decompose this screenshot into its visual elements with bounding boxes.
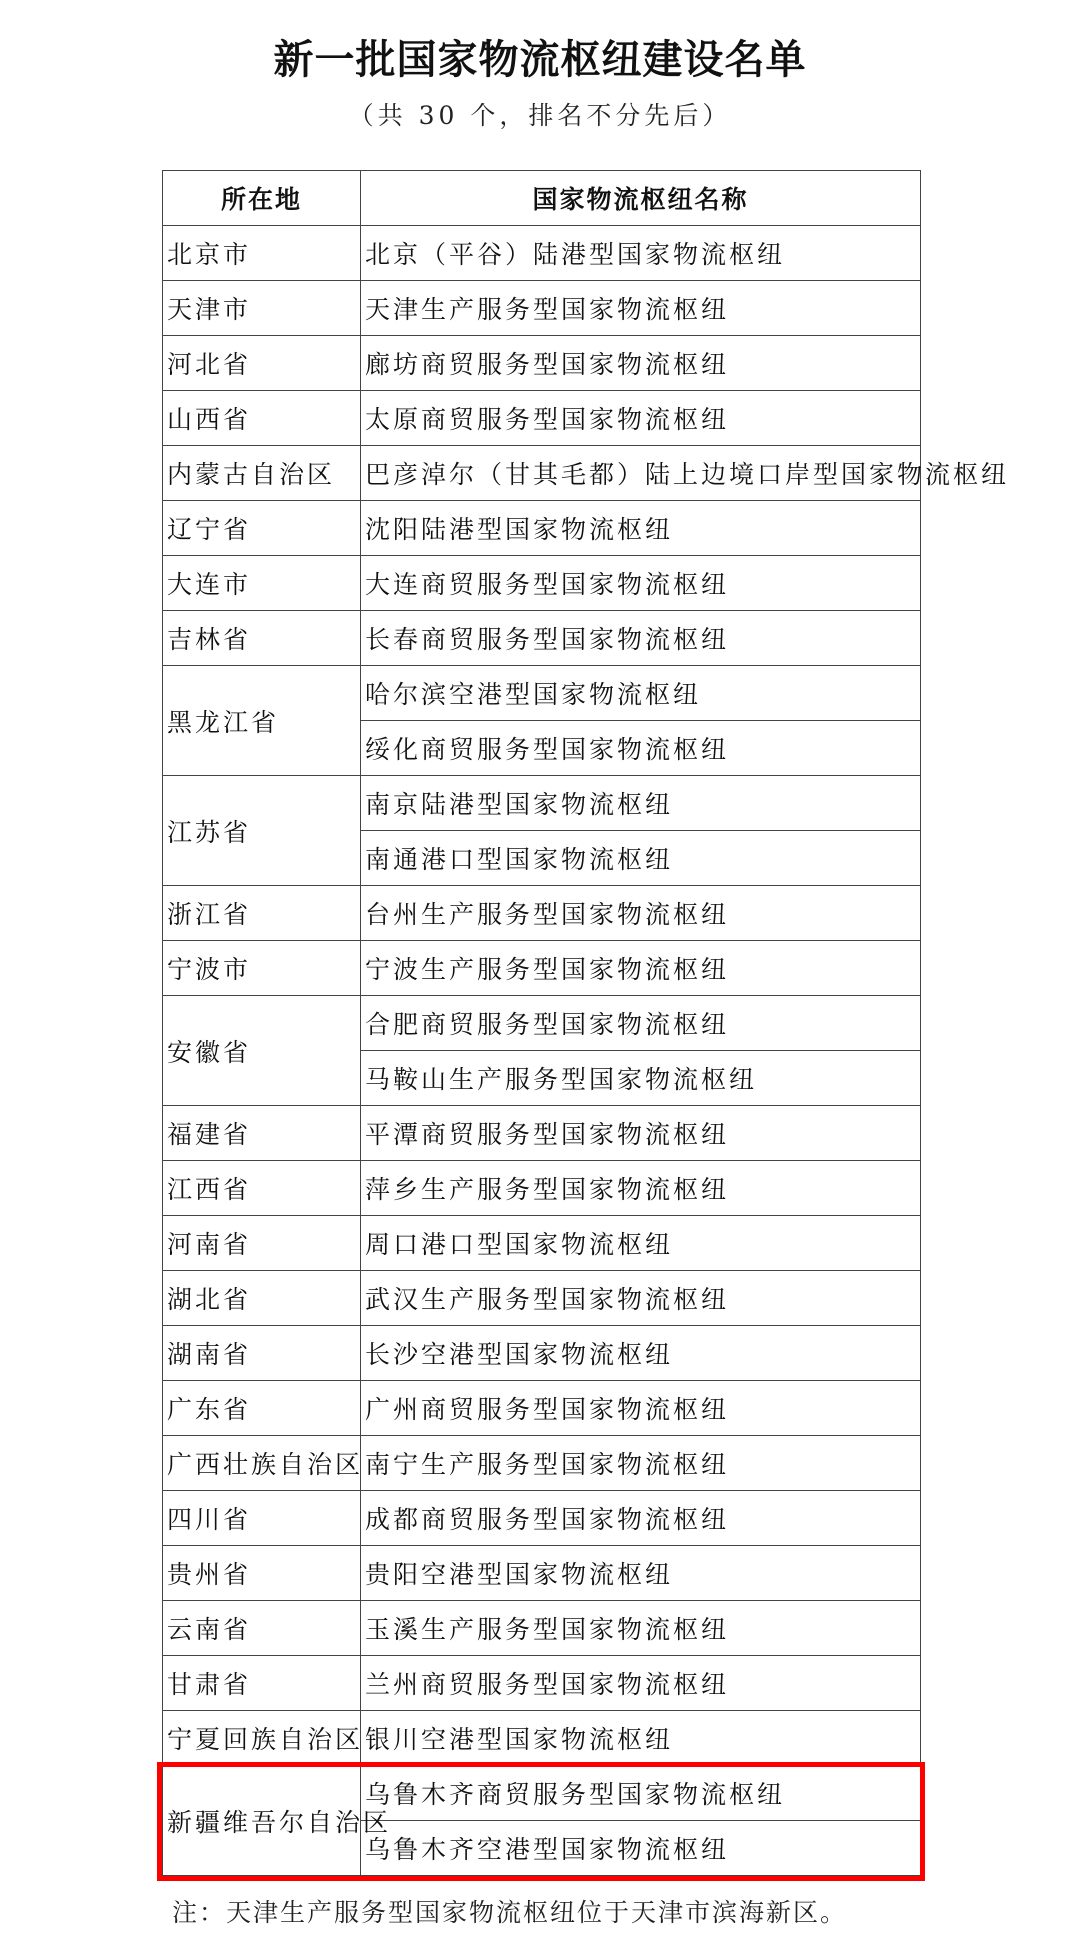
location-cell: 浙江省	[163, 886, 361, 941]
location-cell: 福建省	[163, 1106, 361, 1161]
hub-name-cell: 合肥商贸服务型国家物流枢纽	[361, 996, 921, 1051]
table-row	[163, 1381, 921, 1436]
table-row	[163, 1106, 921, 1161]
hub-name-cell: 兰州商贸服务型国家物流枢纽	[361, 1656, 921, 1711]
hub-name-cell: 成都商贸服务型国家物流枢纽	[361, 1491, 921, 1546]
hub-name-cell: 贵阳空港型国家物流枢纽	[361, 1546, 921, 1601]
hub-name-cell: 大连商贸服务型国家物流枢纽	[361, 556, 921, 611]
hub-list-table	[162, 170, 1010, 1876]
hub-name-cell: 平潭商贸服务型国家物流枢纽	[361, 1106, 921, 1161]
location-cell: 甘肃省	[163, 1656, 361, 1711]
location-cell: 安徽省	[163, 996, 361, 1106]
table-row	[163, 336, 921, 391]
hub-name-cell: 廊坊商贸服务型国家物流枢纽	[361, 336, 921, 391]
hub-name-cell: 南京陆港型国家物流枢纽	[361, 776, 921, 831]
location-cell: 贵州省	[163, 1546, 361, 1601]
table-row	[163, 776, 921, 831]
table-body	[163, 226, 1010, 1876]
location-cell: 天津市	[163, 281, 361, 336]
location-cell: 内蒙古自治区	[163, 446, 361, 501]
header-location: 所在地	[163, 171, 361, 226]
location-cell: 吉林省	[163, 611, 361, 666]
hub-name-cell: 长沙空港型国家物流枢纽	[361, 1326, 921, 1381]
hub-name-cell: 南通港口型国家物流枢纽	[361, 831, 921, 886]
hub-name-cell: 哈尔滨空港型国家物流枢纽	[361, 666, 921, 721]
table-row	[163, 556, 921, 611]
location-cell: 黑龙江省	[163, 666, 361, 776]
hub-name-cell: 玉溪生产服务型国家物流枢纽	[361, 1601, 921, 1656]
hub-name-cell: 周口港口型国家物流枢纽	[361, 1216, 921, 1271]
hub-name-cell: 银川空港型国家物流枢纽	[361, 1711, 921, 1766]
hub-name-cell: 乌鲁木齐商贸服务型国家物流枢纽	[361, 1766, 921, 1821]
location-cell: 河北省	[163, 336, 361, 391]
location-cell: 大连市	[163, 556, 361, 611]
hub-name-cell: 宁波生产服务型国家物流枢纽	[361, 941, 921, 996]
location-cell: 江西省	[163, 1161, 361, 1216]
table-row	[163, 1271, 921, 1326]
table-row	[163, 226, 921, 281]
location-cell: 山西省	[163, 391, 361, 446]
table-row	[163, 1491, 921, 1546]
location-cell: 辽宁省	[163, 501, 361, 556]
hub-name-cell: 沈阳陆港型国家物流枢纽	[361, 501, 921, 556]
hub-name-cell: 南宁生产服务型国家物流枢纽	[361, 1436, 921, 1491]
location-cell: 宁夏回族自治区	[163, 1711, 361, 1766]
table-row	[163, 446, 921, 501]
table-row	[163, 501, 921, 556]
location-cell: 江苏省	[163, 776, 361, 886]
location-cell: 广东省	[163, 1381, 361, 1436]
location-cell: 河南省	[163, 1216, 361, 1271]
table-header-row	[163, 171, 921, 226]
location-cell: 宁波市	[163, 941, 361, 996]
location-cell: 新疆维吾尔自治区	[163, 1766, 361, 1876]
location-cell: 湖南省	[163, 1326, 361, 1381]
header-hub-name: 国家物流枢纽名称	[361, 171, 921, 226]
table-row	[163, 611, 921, 666]
table-row	[163, 1216, 921, 1271]
table-row	[163, 996, 921, 1051]
table-row	[163, 1601, 921, 1656]
table-row	[163, 1436, 921, 1491]
location-cell: 北京市	[163, 226, 361, 281]
table-row	[163, 1326, 921, 1381]
table-row	[163, 886, 921, 941]
document-title: 新一批国家物流枢纽建设名单	[273, 37, 807, 83]
hub-name-cell: 长春商贸服务型国家物流枢纽	[361, 611, 921, 666]
hub-name-cell: 绥化商贸服务型国家物流枢纽	[361, 721, 921, 776]
hub-name-cell: 乌鲁木齐空港型国家物流枢纽	[361, 1821, 921, 1876]
hub-name-cell: 马鞍山生产服务型国家物流枢纽	[361, 1051, 921, 1106]
table-row	[163, 1766, 921, 1821]
document-subtitle: （共 30 个，排名不分先后）	[348, 101, 732, 130]
hub-name-cell: 萍乡生产服务型国家物流枢纽	[361, 1161, 921, 1216]
table-row	[163, 1656, 921, 1711]
hub-name-cell: 武汉生产服务型国家物流枢纽	[361, 1271, 921, 1326]
hub-name-cell: 天津生产服务型国家物流枢纽	[361, 281, 921, 336]
table-row	[163, 391, 921, 446]
table-row	[163, 666, 921, 721]
table-row	[163, 1711, 921, 1766]
table-row	[163, 941, 921, 996]
hub-name-cell: 巴彦淖尔（甘其毛都）陆上边境口岸型国家物流枢纽	[361, 446, 921, 501]
location-cell: 广西壮族自治区	[163, 1436, 361, 1491]
location-cell: 湖北省	[163, 1271, 361, 1326]
footnote: 注：天津生产服务型国家物流枢纽位于天津市滨海新区。	[172, 1898, 848, 1927]
location-cell: 云南省	[163, 1601, 361, 1656]
table-row	[163, 1161, 921, 1216]
hub-name-cell: 北京（平谷）陆港型国家物流枢纽	[361, 226, 921, 281]
hub-name-cell: 广州商贸服务型国家物流枢纽	[361, 1381, 921, 1436]
location-cell: 四川省	[163, 1491, 361, 1546]
table-row	[163, 1546, 921, 1601]
hub-name-cell: 台州生产服务型国家物流枢纽	[361, 886, 921, 941]
table-row	[163, 281, 921, 336]
hub-name-cell: 太原商贸服务型国家物流枢纽	[361, 391, 921, 446]
